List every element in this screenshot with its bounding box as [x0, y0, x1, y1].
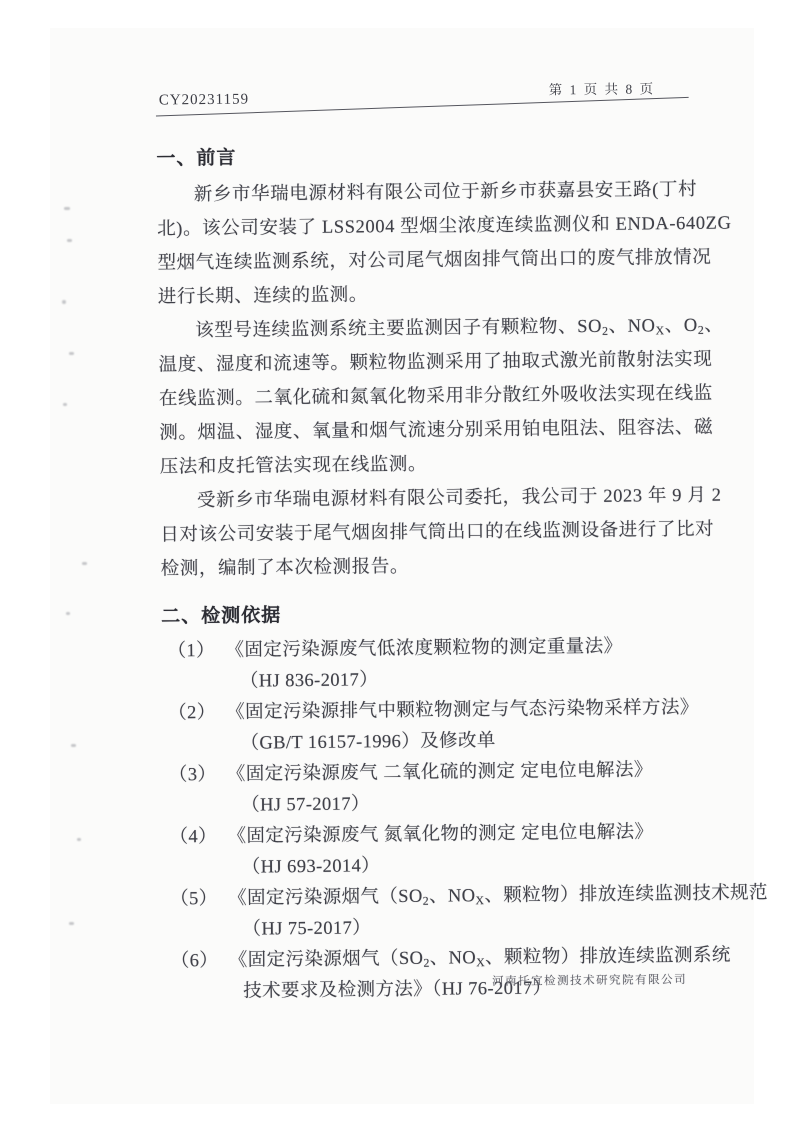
reference-list	[161, 631, 769, 1009]
list-item-number	[162, 667, 226, 699]
list-item-number: （3）	[168, 764, 217, 786]
document-body	[156, 137, 769, 1009]
list-item-line	[163, 817, 703, 854]
text-line: 型烟气连续监测系统，对公司尾气烟囱排气筒出口的废气排放情况	[157, 247, 712, 274]
section-heading: 二、检测依据	[161, 605, 282, 628]
section-heading: 一、前言	[156, 147, 237, 170]
list-item-line	[161, 631, 701, 668]
text-line: 受新乡市华瑞电源材料有限公司委托，我公司于 2023 年 9 月 2	[196, 485, 722, 512]
list-item-text: 《固定污染源排气中颗粒物测定与气态污染物采样方法》	[226, 697, 699, 723]
text-line: 进行长期、连续的监测。	[157, 285, 369, 308]
text-line: 北)。该公司安装了 LSS2004 型烟尘浓度连续监测仪和 ENDA-640ZG	[157, 213, 732, 240]
list-item-text: 《固定污染源废气 氮氧化物的测定 定电位电解法》	[227, 822, 654, 847]
text-line: 日对该公司安装于尾气烟囱排气筒出口的在线监测设备进行了比对	[160, 519, 715, 546]
list-item-number: （5）	[170, 888, 218, 910]
list-item-number: （1）	[167, 640, 216, 662]
paragraph	[157, 173, 732, 315]
list-item-text: （HJ 693-2014）	[241, 856, 381, 878]
list-item-number	[165, 977, 229, 1009]
paragraph	[158, 309, 724, 485]
list-item-text: 技术要求及检测方法》（HJ 76-2017）	[243, 978, 552, 1002]
text-line: 检测，编制了本次检测报告。	[160, 556, 410, 580]
footer-company-name: 河南托宜检测技术研究院有限公司	[491, 974, 688, 989]
text-line: 测。烟温、湿度、氧量和烟气流速分别采用铂电阻法、阻容法、磁	[159, 417, 714, 444]
list-item-number: （6）	[170, 950, 219, 972]
text-line: 温度、湿度和流速等。颗粒物监测采用了抽取式激光前散射法实现	[158, 349, 713, 376]
list-item-text: （GB/T 16157-1996）及修改单	[240, 731, 496, 754]
list-item-number	[164, 915, 228, 947]
list-item-number: （4）	[169, 826, 218, 848]
list-item-line	[164, 879, 769, 916]
list-item-text: 《固定污染源废气 二氧化硫的测定 定电位电解法》	[226, 760, 653, 785]
list-item-line	[163, 755, 703, 792]
text-line: 在线监测。二氧化硫和氮氧化物采用非分散红外吸收法实现在线监	[158, 383, 713, 410]
list-item-text: （HJ 75-2017）	[242, 918, 372, 940]
text-line: 压法和皮托管法实现在线监测。	[159, 454, 428, 478]
text-line: 该型号连续监测系统主要监测因子有颗粒物、$SO_2$、$NO_X$、$O_2$、	[195, 315, 724, 342]
list-item-text: 《固定污染源烟气（$SO_2$、$NO_X$、颗粒物）排放连续监测系统	[228, 945, 731, 971]
paragraph	[160, 479, 722, 587]
list-item-number	[164, 853, 228, 885]
list-item-number: （2）	[168, 702, 216, 724]
report-code: CY20231159	[158, 91, 250, 109]
list-item-text: （HJ 836-2017）	[239, 670, 379, 692]
list-item-number	[162, 729, 226, 761]
list-item-number	[163, 791, 227, 823]
page-indicator: 第 1 页 共 8 页	[548, 81, 656, 98]
list-item-line	[162, 693, 702, 730]
text-line: 新乡市华瑞电源材料有限公司位于新乡市获嘉县安王路(丁村	[193, 179, 698, 206]
list-item-text: 《固定污染源烟气（$SO_2$、$NO_X$、颗粒物）排放连续监测技术规范	[228, 883, 769, 909]
list-item-text: （HJ 57-2017）	[241, 794, 370, 816]
list-item-text: 《固定污染源废气低浓度颗粒物的测定重量法》	[225, 636, 623, 661]
